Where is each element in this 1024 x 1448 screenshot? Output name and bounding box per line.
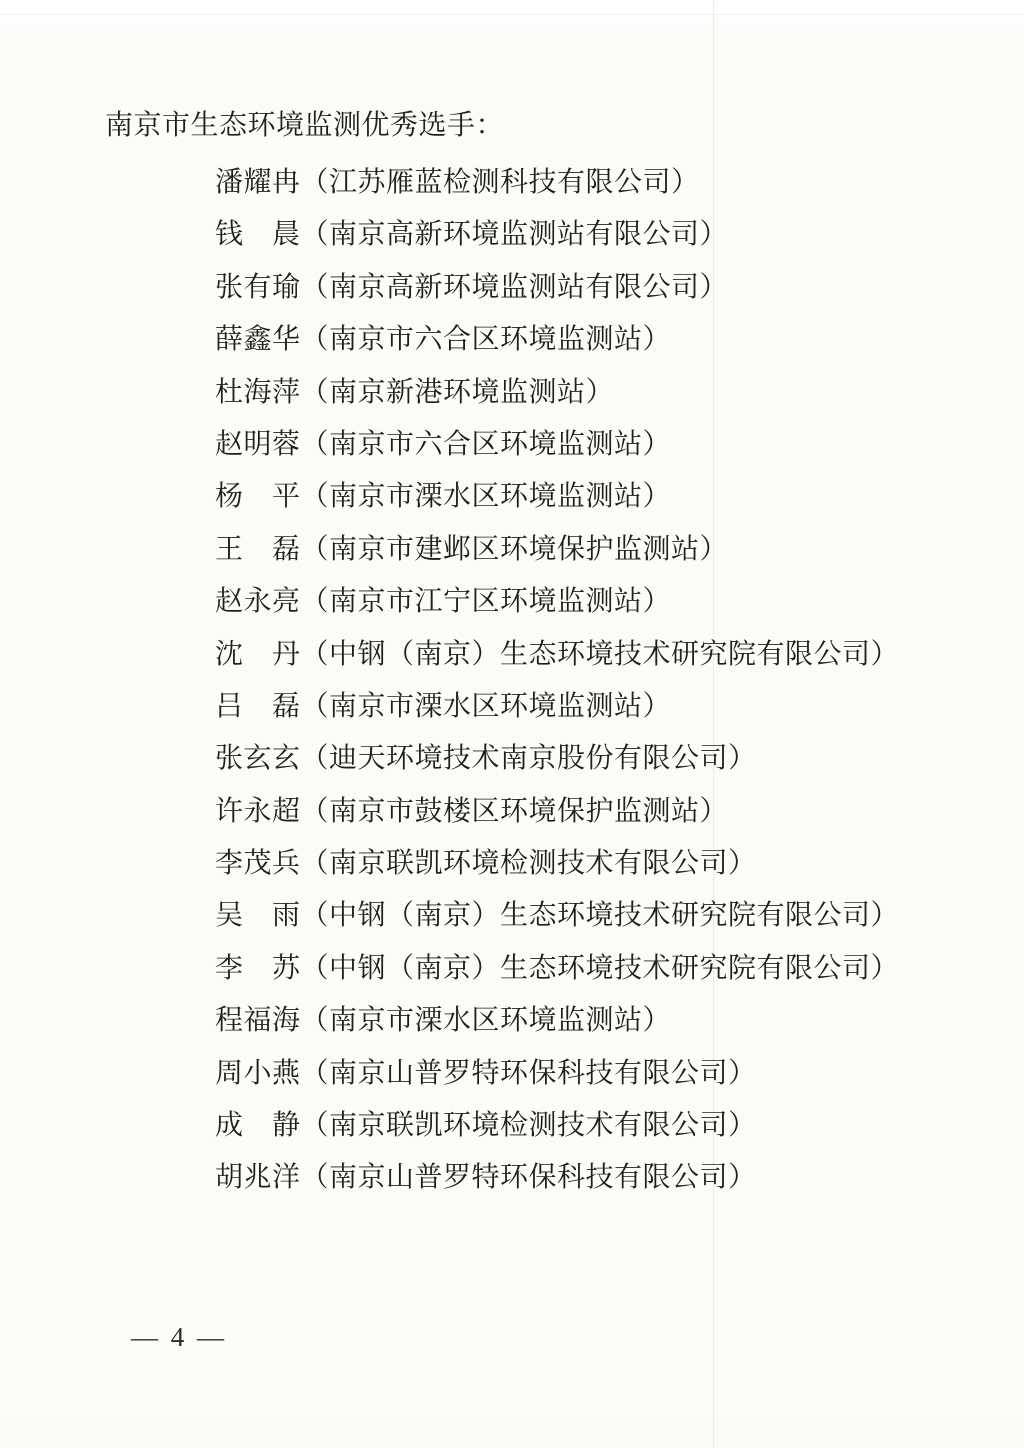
person-organization: （南京市溧水区环境监测站） — [300, 481, 672, 513]
winners-list — [105, 157, 899, 1205]
list-item — [215, 314, 899, 366]
person-name: 张玄玄 — [215, 743, 301, 775]
list-item — [215, 157, 899, 209]
list-item — [215, 471, 899, 523]
list-item — [215, 1048, 899, 1100]
person-organization: （南京市溧水区环境监测站） — [300, 1005, 672, 1037]
person-organization: （南京联凯环境检测技术有限公司） — [300, 1110, 757, 1142]
person-organization: （江苏雁蓝检测科技有限公司） — [300, 167, 700, 198]
scan-top-edge — [0, 0, 1024, 15]
person-organization: （南京市鼓楼区环境保护监测站） — [300, 795, 729, 827]
person-organization: （南京市溧水区环境监测站） — [300, 690, 672, 722]
list-item — [215, 209, 899, 261]
person-name: 吕 磊 — [215, 690, 301, 722]
person-organization: （南京联凯环境检测技术有限公司） — [300, 848, 757, 880]
list-item — [215, 576, 899, 628]
person-name: 赵永亮 — [215, 586, 301, 618]
person-name: 钱 晨 — [215, 219, 301, 251]
person-name: 李 苏 — [215, 952, 301, 984]
person-name: 许永超 — [215, 795, 301, 827]
list-item — [215, 681, 899, 733]
list-item — [215, 1152, 899, 1204]
list-item — [215, 995, 899, 1047]
person-name: 沈 丹 — [215, 638, 301, 670]
person-name: 程福海 — [215, 1005, 301, 1037]
page-number: — 4 — — [131, 1322, 227, 1352]
person-name: 杜海萍 — [215, 376, 301, 408]
list-item — [215, 419, 899, 471]
person-name: 潘耀冉 — [215, 167, 301, 198]
person-name: 薛鑫华 — [215, 324, 301, 356]
person-organization: （南京新港环境监测站） — [300, 376, 615, 408]
list-item — [215, 1100, 899, 1152]
person-name: 吴 雨 — [215, 900, 301, 932]
person-organization: （南京市建邺区环境保护监测站） — [300, 533, 729, 565]
list-item — [215, 943, 899, 995]
person-name: 张有瑜 — [215, 271, 301, 303]
section-heading: 南京市生态环境监测优秀选手： — [105, 110, 505, 141]
list-item — [215, 890, 899, 942]
person-name: 杨 平 — [215, 481, 301, 513]
person-organization: （中钢（南京）生态环境技术研究院有限公司） — [300, 638, 900, 670]
person-organization: （南京市六合区环境监测站） — [300, 428, 672, 460]
person-organization: （南京高新环境监测站有限公司） — [300, 219, 729, 251]
person-name: 胡兆洋 — [215, 1162, 301, 1194]
list-item — [215, 524, 899, 576]
person-name: 赵明蓉 — [215, 428, 301, 460]
person-name: 周小燕 — [215, 1057, 301, 1089]
person-name: 王 磊 — [215, 533, 301, 565]
person-name: 李茂兵 — [215, 848, 301, 880]
person-organization: （中钢（南京）生态环境技术研究院有限公司） — [300, 900, 900, 932]
list-item — [215, 733, 899, 785]
list-item — [215, 786, 899, 838]
list-item — [215, 367, 899, 419]
person-name: 成 静 — [215, 1110, 301, 1142]
person-organization: （南京市江宁区环境监测站） — [300, 586, 672, 618]
list-item — [215, 262, 899, 314]
list-item — [215, 838, 899, 890]
person-organization: （南京高新环境监测站有限公司） — [300, 271, 729, 303]
list-item — [215, 629, 899, 681]
person-organization: （南京山普罗特环保科技有限公司） — [300, 1057, 757, 1089]
person-organization: （南京山普罗特环保科技有限公司） — [300, 1162, 757, 1194]
document-content — [105, 100, 899, 1205]
person-organization: （南京市六合区环境监测站） — [300, 324, 672, 356]
person-organization: （迪天环境技术南京股份有限公司） — [300, 743, 757, 775]
person-organization: （中钢（南京）生态环境技术研究院有限公司） — [300, 952, 900, 984]
